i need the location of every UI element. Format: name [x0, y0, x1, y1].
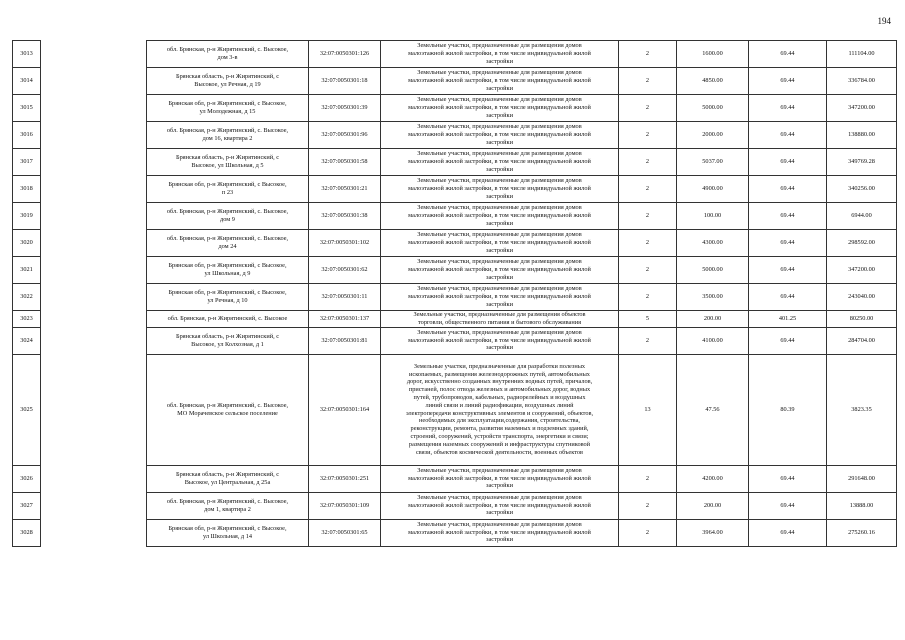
use-group-cell: 2: [619, 203, 677, 230]
cadastral-value-cell: 347200.00: [827, 257, 897, 284]
address-cell: Брянская область, р-н Жирятинский, с Высокое, ул Центральная, д 25а: [147, 465, 309, 492]
row-number-cell: 3013: [13, 41, 41, 68]
blank-cell: [41, 41, 147, 68]
cadastral-value-cell: 336784.00: [827, 68, 897, 95]
use-group-cell: 2: [619, 230, 677, 257]
cadastral-value-cell: 275260.16: [827, 519, 897, 546]
cadastral-number-cell: 32:07:0050301:109: [309, 492, 381, 519]
table-row: [13, 230, 897, 257]
specific-value-cell: 69.44: [749, 519, 827, 546]
blank-cell: [41, 465, 147, 492]
specific-value-cell: 69.44: [749, 68, 827, 95]
cadastral-number-cell: 32:07:0050301:81: [309, 327, 381, 354]
cadastral-value-cell: 243040.00: [827, 284, 897, 311]
blank-cell: [41, 257, 147, 284]
cadastral-number-cell: 32:07:0050301:126: [309, 41, 381, 68]
address-cell: обл. Брянская, р-н Жирятинский, с. Высокое: [147, 311, 309, 328]
area-cell: 4300.00: [677, 230, 749, 257]
land-use-cell: Земельные участки, предназначенные для размещения домов малоэтажной жилой застройки, в том числе индивидуальной жилой застройки: [381, 230, 619, 257]
blank-cell: [41, 354, 147, 465]
area-cell: 3500.00: [677, 284, 749, 311]
row-number-cell: 3024: [13, 327, 41, 354]
address-cell: Брянская обл, р-н Жирятинский, с Высокое, ул Речная, д 10: [147, 284, 309, 311]
specific-value-cell: 69.44: [749, 149, 827, 176]
address-cell: Брянская область, р-н Жирятинский, с Высокое, ул Колхозная, д 1: [147, 327, 309, 354]
specific-value-cell: 69.44: [749, 327, 827, 354]
row-number-cell: 3023: [13, 311, 41, 328]
use-group-cell: 5: [619, 311, 677, 328]
cadastral-value-cell: 111104.00: [827, 41, 897, 68]
use-group-cell: 2: [619, 327, 677, 354]
blank-cell: [41, 176, 147, 203]
area-cell: 1600.00: [677, 41, 749, 68]
blank-cell: [41, 95, 147, 122]
specific-value-cell: 69.44: [749, 203, 827, 230]
cadastral-number-cell: 32:07:0050301:39: [309, 95, 381, 122]
row-number-cell: 3021: [13, 257, 41, 284]
use-group-cell: 2: [619, 95, 677, 122]
table-row: [13, 257, 897, 284]
area-cell: 200.00: [677, 311, 749, 328]
table-row: [13, 176, 897, 203]
specific-value-cell: 69.44: [749, 122, 827, 149]
area-cell: 5000.00: [677, 95, 749, 122]
row-number-cell: 3026: [13, 465, 41, 492]
address-cell: обл. Брянская, р-н Жирятинский, с. Высокое, дом 9: [147, 203, 309, 230]
address-cell: обл. Брянская, р-н Жирятинский, с. Высокое, дом 1, квартира 2: [147, 492, 309, 519]
cadastral-value-cell: 13888.00: [827, 492, 897, 519]
cadastral-number-cell: 32:07:0050301:21: [309, 176, 381, 203]
use-group-cell: 13: [619, 354, 677, 465]
row-number-cell: 3020: [13, 230, 41, 257]
cadastral-value-cell: 80250.00: [827, 311, 897, 328]
blank-cell: [41, 230, 147, 257]
row-number-cell: 3014: [13, 68, 41, 95]
table-row: [13, 203, 897, 230]
area-cell: 4200.00: [677, 465, 749, 492]
land-use-cell: Земельные участки, предназначенные для размещения домов малоэтажной жилой застройки, в том числе индивидуальной жилой застройки: [381, 122, 619, 149]
blank-cell: [41, 68, 147, 95]
blank-cell: [41, 203, 147, 230]
cadastral-number-cell: 32:07:0050301:58: [309, 149, 381, 176]
address-cell: обл. Брянская, р-н Жирятинский, с. Высокое, дом 24: [147, 230, 309, 257]
address-cell: Брянская область, р-н Жирятинский, с Высокое, ул Речная, д 19: [147, 68, 309, 95]
cadastral-value-cell: 284704.00: [827, 327, 897, 354]
land-use-cell: Земельные участки, предназначенные для размещения объектов торговли, общественного питания и бытового обслуживания: [381, 311, 619, 328]
land-use-cell: Земельные участки, предназначенные для размещения домов малоэтажной жилой застройки, в том числе индивидуальной жилой застройки: [381, 176, 619, 203]
blank-cell: [41, 327, 147, 354]
cadastral-number-cell: 32:07:0050301:18: [309, 68, 381, 95]
row-number-cell: 3022: [13, 284, 41, 311]
address-cell: Брянская обл, р-н Жирятинский, с Высокое, ул Школьная, д 14: [147, 519, 309, 546]
row-number-cell: 3027: [13, 492, 41, 519]
area-cell: 100.00: [677, 203, 749, 230]
blank-cell: [41, 284, 147, 311]
address-cell: Брянская обл, р-н Жирятинский, с Высокое, ул Молодежная, д 15: [147, 95, 309, 122]
table-row: [13, 68, 897, 95]
row-number-cell: 3019: [13, 203, 41, 230]
table-row: [13, 354, 897, 465]
land-use-cell: Земельные участки, предназначенные для размещения домов малоэтажной жилой застройки, в том числе индивидуальной жилой застройки: [381, 203, 619, 230]
table-row: [13, 149, 897, 176]
blank-cell: [41, 492, 147, 519]
address-cell: Брянская область, р-н Жирятинский, с Высокое, ул Школьная, д 5: [147, 149, 309, 176]
row-number-cell: 3028: [13, 519, 41, 546]
land-use-cell: Земельные участки, предназначенные для размещения домов малоэтажной жилой застройки, в том числе индивидуальной жилой застройки: [381, 492, 619, 519]
cadastral-value-cell: 6944.00: [827, 203, 897, 230]
land-parcel-table: [12, 40, 897, 547]
specific-value-cell: 80.39: [749, 354, 827, 465]
land-use-cell: Земельные участки, предназначенные для размещения домов малоэтажной жилой застройки, в том числе индивидуальной жилой застройки: [381, 68, 619, 95]
blank-cell: [41, 149, 147, 176]
cadastral-value-cell: 347200.00: [827, 95, 897, 122]
cadastral-value-cell: 3823.35: [827, 354, 897, 465]
specific-value-cell: 69.44: [749, 95, 827, 122]
land-use-cell: Земельные участки, предназначенные для размещения домов малоэтажной жилой застройки, в том числе индивидуальной жилой застройки: [381, 327, 619, 354]
use-group-cell: 2: [619, 519, 677, 546]
table-body: [13, 41, 897, 547]
address-cell: обл. Брянская, р-н Жирятинский, с. Высокое, МО Морачевское сельское поселение: [147, 354, 309, 465]
land-use-cell: Земельные участки, предназначенные для размещения домов малоэтажной жилой застройки, в том числе индивидуальной жилой застройки: [381, 41, 619, 68]
table-row: [13, 311, 897, 328]
cadastral-number-cell: 32:07:0050301:62: [309, 257, 381, 284]
cadastral-value-cell: 298592.00: [827, 230, 897, 257]
use-group-cell: 2: [619, 41, 677, 68]
table-row: [13, 519, 897, 546]
table-row: [13, 122, 897, 149]
cadastral-number-cell: 32:07:0050301:38: [309, 203, 381, 230]
row-number-cell: 3017: [13, 149, 41, 176]
area-cell: 4850.00: [677, 68, 749, 95]
cadastral-value-cell: 349769.28: [827, 149, 897, 176]
address-cell: Брянская обл, р-н Жирятинский, с Высокое, ул Школьная, д 9: [147, 257, 309, 284]
specific-value-cell: 69.44: [749, 230, 827, 257]
area-cell: 200.00: [677, 492, 749, 519]
area-cell: 4100.00: [677, 327, 749, 354]
area-cell: 3964.00: [677, 519, 749, 546]
blank-cell: [41, 311, 147, 328]
specific-value-cell: 69.44: [749, 284, 827, 311]
cadastral-number-cell: 32:07:0050301:102: [309, 230, 381, 257]
specific-value-cell: 69.44: [749, 41, 827, 68]
specific-value-cell: 69.44: [749, 492, 827, 519]
cadastral-number-cell: 32:07:0050301:11: [309, 284, 381, 311]
area-cell: 47.56: [677, 354, 749, 465]
land-use-cell: Земельные участки, предназначенные для размещения домов малоэтажной жилой застройки, в том числе индивидуальной жилой застройки: [381, 465, 619, 492]
cadastral-number-cell: 32:07:0050301:164: [309, 354, 381, 465]
cadastral-number-cell: 32:07:0050301:137: [309, 311, 381, 328]
land-use-cell: Земельные участки, предназначенные для размещения домов малоэтажной жилой застройки, в том числе индивидуальной жилой застройки: [381, 257, 619, 284]
area-cell: 2000.00: [677, 122, 749, 149]
table-row: [13, 465, 897, 492]
use-group-cell: 2: [619, 465, 677, 492]
address-cell: обл. Брянская, р-н Жирятинский, с. Высокое, дом 16, квартира 2: [147, 122, 309, 149]
cadastral-value-cell: 138880.00: [827, 122, 897, 149]
row-number-cell: 3018: [13, 176, 41, 203]
table-row: [13, 95, 897, 122]
cadastral-value-cell: 340256.00: [827, 176, 897, 203]
row-number-cell: 3016: [13, 122, 41, 149]
cadastral-number-cell: 32:07:0050301:65: [309, 519, 381, 546]
blank-cell: [41, 519, 147, 546]
land-use-cell: Земельные участки, предназначенные для разработки полезных ископаемых, размещения железнодорожных путей, автомобильных дорог, искусственно созданных внутренних водных путей, причалов, пристаней, полос отвода железных и автомобильных дорог, водных путей, трубопроводов, кабельных, радиорелейных и воздушных линий связи и линий радиофикации, воздушных линий электропередачи конструктивных элементов и сооружений, объектов, необходимых для эксплуатации,содержания, строительства, реконструкции, ремонта, развития наземных и подземных зданий, строений, сооружений, устройств транспорта, энергетики и связи; размещения наземных сооружений и инфраструктуры спутниковой связи, объектов космической деятельности, военных объектов: [381, 354, 619, 465]
land-use-cell: Земельные участки, предназначенные для размещения домов малоэтажной жилой застройки, в том числе индивидуальной жилой застройки: [381, 284, 619, 311]
area-cell: 4900.00: [677, 176, 749, 203]
use-group-cell: 2: [619, 257, 677, 284]
table-row: [13, 41, 897, 68]
use-group-cell: 2: [619, 149, 677, 176]
use-group-cell: 2: [619, 284, 677, 311]
use-group-cell: 2: [619, 492, 677, 519]
area-cell: 5000.00: [677, 257, 749, 284]
address-cell: Брянская обл, р-н Жирятинский, с Высокое, п 23: [147, 176, 309, 203]
area-cell: 5037.00: [677, 149, 749, 176]
cadastral-value-cell: 291648.00: [827, 465, 897, 492]
row-number-cell: 3015: [13, 95, 41, 122]
use-group-cell: 2: [619, 122, 677, 149]
land-use-cell: Земельные участки, предназначенные для размещения домов малоэтажной жилой застройки, в том числе индивидуальной жилой застройки: [381, 149, 619, 176]
table-row: [13, 284, 897, 311]
use-group-cell: 2: [619, 176, 677, 203]
specific-value-cell: 69.44: [749, 465, 827, 492]
table-row: [13, 492, 897, 519]
use-group-cell: 2: [619, 68, 677, 95]
land-use-cell: Земельные участки, предназначенные для размещения домов малоэтажной жилой застройки, в том числе индивидуальной жилой застройки: [381, 519, 619, 546]
specific-value-cell: 401.25: [749, 311, 827, 328]
row-number-cell: 3025: [13, 354, 41, 465]
page-number: 194: [877, 16, 891, 26]
specific-value-cell: 69.44: [749, 176, 827, 203]
land-use-cell: Земельные участки, предназначенные для размещения домов малоэтажной жилой застройки, в том числе индивидуальной жилой застройки: [381, 95, 619, 122]
table-row: [13, 327, 897, 354]
address-cell: обл. Брянская, р-н Жирятинский, с. Высокое, дом 3-в: [147, 41, 309, 68]
cadastral-number-cell: 32:07:0050301:251: [309, 465, 381, 492]
blank-cell: [41, 122, 147, 149]
specific-value-cell: 69.44: [749, 257, 827, 284]
cadastral-number-cell: 32:07:0050301:96: [309, 122, 381, 149]
